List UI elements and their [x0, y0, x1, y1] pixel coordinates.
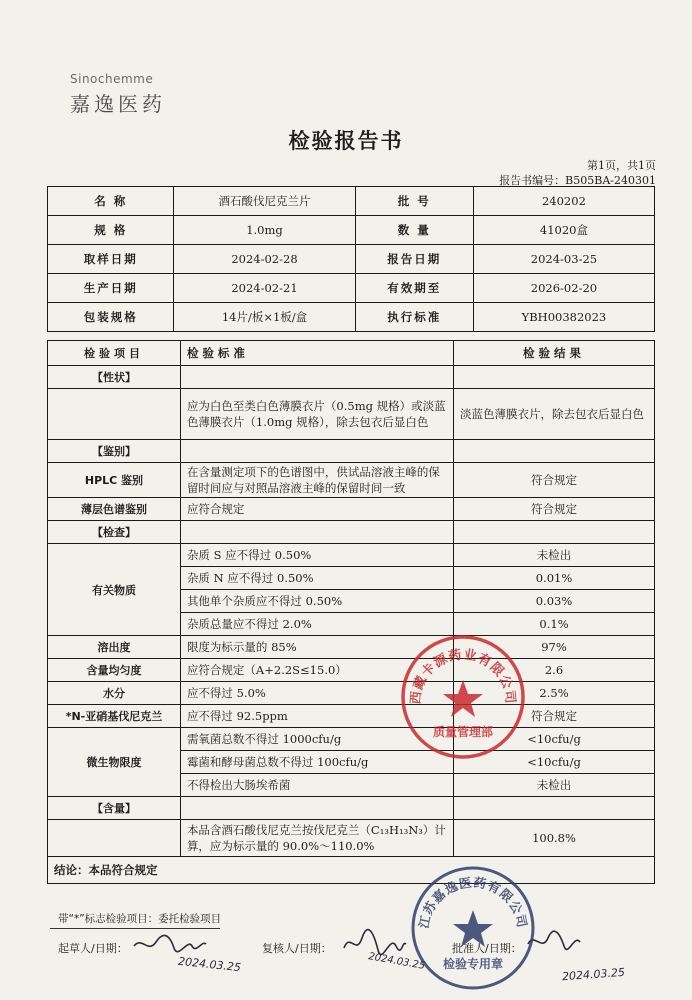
impurity-other-result: 0.03%	[454, 590, 655, 613]
water-standard: 应不得过 5.0%	[180, 682, 453, 705]
table-header-row	[48, 341, 655, 366]
quantity-label: 数 量	[355, 216, 473, 245]
hplc-result: 符合规定	[454, 463, 655, 498]
table-row	[48, 659, 655, 682]
drafter-label: 起草人/日期：	[58, 942, 128, 955]
conclusion-text: 结论：本品符合规定	[48, 857, 655, 884]
table-row	[48, 636, 655, 659]
section-identification: 【鉴别】	[48, 440, 181, 463]
sample-date-label: 取样日期	[48, 245, 174, 274]
name-label: 名 称	[48, 187, 174, 216]
appearance-standard: 应为白色至类白色薄膜衣片（0.5mg 规格）或淡蓝色薄膜衣片（1.0mg 规格），除去包衣后显白色	[180, 389, 453, 440]
section-tests: 【检查】	[48, 521, 181, 544]
blue-seal-company-text: 江苏嘉逸医药有限公司	[415, 874, 531, 930]
package-value: 14片/板×1板/盒	[174, 303, 355, 332]
impurity-n-standard: 杂质 N 应不得过 0.50%	[180, 567, 453, 590]
impurity-n-result: 0.01%	[454, 567, 655, 590]
section-row	[48, 440, 655, 463]
nitroso-result: 符合规定	[454, 705, 655, 728]
drafter-date: 2024.03.25	[177, 954, 242, 975]
drafter-signature	[130, 930, 210, 960]
impurity-s-standard: 杂质 S 应不得过 0.50%	[180, 544, 453, 567]
expiry-label: 有效期至	[355, 274, 473, 303]
dissolution-result: 97%	[454, 636, 655, 659]
company-logo	[70, 72, 190, 116]
reviewer-date: 2024.03.25	[367, 951, 426, 972]
table-row	[48, 274, 655, 303]
impurity-other-standard: 其他单个杂质应不得过 0.50%	[180, 590, 453, 613]
logo-english-text: Sinochemme	[70, 72, 154, 86]
table-row	[48, 303, 655, 332]
impurity-s-result: 未检出	[454, 544, 655, 567]
table-row	[48, 389, 655, 440]
section-row	[48, 797, 655, 820]
related-substances-item: 有关物质	[48, 544, 181, 636]
nitroso-standard: 应不得过 92.5ppm	[180, 705, 453, 728]
table-row	[48, 728, 655, 751]
section-row	[48, 366, 655, 389]
footnote-divider	[50, 928, 220, 929]
product-info-table	[47, 186, 655, 332]
section-appearance: 【性状】	[48, 366, 181, 389]
production-date-value: 2024-02-21	[174, 274, 355, 303]
tlc-standard: 应符合规定	[180, 498, 453, 521]
nitroso-item: *N-亚硝基伐尼克兰	[48, 705, 181, 728]
appearance-result: 淡蓝色薄膜衣片，除去包衣后显白色	[454, 389, 655, 440]
production-date-label: 生产日期	[48, 274, 174, 303]
table-row	[48, 544, 655, 567]
hplc-item: HPLC 鉴别	[48, 463, 181, 498]
impurity-total-standard: 杂质总量应不得过 2.0%	[180, 613, 453, 636]
ecoli-result: 未检出	[454, 774, 655, 797]
table-row	[48, 216, 655, 245]
blue-seal-sub-text: 检验专用章	[442, 957, 504, 971]
table-row	[48, 187, 655, 216]
dissolution-item: 溶出度	[48, 636, 181, 659]
tlc-result: 符合规定	[454, 498, 655, 521]
column-header-result: 检验结果	[454, 341, 655, 366]
section-assay: 【含量】	[48, 797, 181, 820]
report-number: 报告书编号：B505BA-240301	[499, 174, 656, 187]
spec-label: 规 格	[48, 216, 174, 245]
uniformity-standard: 应符合规定（A+2.2S≤15.0）	[180, 659, 453, 682]
mold-yeast-result: <10cfu/g	[454, 751, 655, 774]
water-result: 2.5%	[454, 682, 655, 705]
approver-label: 批准人/日期：	[452, 942, 522, 955]
approver-date: 2024.03.25	[561, 965, 626, 984]
report-date-value: 2024-03-25	[473, 245, 654, 274]
microbial-limit-item: 微生物限度	[48, 728, 181, 797]
spec-value: 1.0mg	[174, 216, 355, 245]
uniformity-item: 含量均匀度	[48, 659, 181, 682]
assay-result: 100.8%	[454, 820, 655, 857]
impurity-total-result: 0.1%	[454, 613, 655, 636]
aerobic-count-result: <10cfu/g	[454, 728, 655, 751]
expiry-value: 2026-02-20	[473, 274, 654, 303]
assay-standard: 本品含酒石酸伐尼克兰按伐尼克兰（C₁₃H₁₃N₃）计算，应为标示量的 90.0%～110.0%	[180, 820, 453, 857]
table-row	[48, 682, 655, 705]
hplc-standard: 在含量测定项下的色谱图中，供试品溶液主峰的保留时间应与对照品溶液主峰的保留时间一致	[180, 463, 453, 498]
quantity-value: 41020盒	[473, 216, 654, 245]
logo-chinese-text: 嘉逸医药	[70, 92, 166, 116]
table-row	[48, 245, 655, 274]
column-header-item: 检验项目	[48, 341, 181, 366]
table-row	[48, 463, 655, 498]
column-header-standard: 检验标准	[180, 341, 453, 366]
red-seal-dept-text: 质量管理部	[432, 725, 494, 739]
name-value: 酒石酸伐尼克兰片	[174, 187, 355, 216]
sample-date-value: 2024-02-28	[174, 245, 355, 274]
red-seal-company-text: 西藏卡源药业有限公司	[408, 647, 518, 706]
table-row	[48, 705, 655, 728]
document-title: 检验报告书	[288, 128, 404, 153]
section-row	[48, 521, 655, 544]
footnote: 带“*”标志检验项目：委托检验项目	[58, 913, 222, 925]
aerobic-count-standard: 需氧菌总数不得过 1000cfu/g	[180, 728, 453, 751]
reviewer-label: 复核人/日期：	[262, 942, 332, 955]
package-label: 包装规格	[48, 303, 174, 332]
test-results-table	[47, 340, 655, 884]
tlc-item: 薄层色谱鉴别	[48, 498, 181, 521]
table-row	[48, 820, 655, 857]
dissolution-standard: 限度为标示量的 85%	[180, 636, 453, 659]
report-date-label: 报告日期	[355, 245, 473, 274]
blue-inspection-seal	[408, 862, 538, 994]
standard-label: 执行标准	[355, 303, 473, 332]
conclusion-row	[48, 857, 655, 884]
red-company-seal	[398, 632, 528, 762]
table-row	[48, 498, 655, 521]
standard-value: YBH00382023	[473, 303, 654, 332]
page-info: 第1页，共1页	[587, 159, 656, 172]
ecoli-standard: 不得检出大肠埃希菌	[180, 774, 453, 797]
batch-label: 批 号	[355, 187, 473, 216]
mold-yeast-standard: 霉菌和酵母菌总数不得过 100cfu/g	[180, 751, 453, 774]
water-item: 水分	[48, 682, 181, 705]
uniformity-result: 2.6	[454, 659, 655, 682]
batch-value: 240202	[473, 187, 654, 216]
